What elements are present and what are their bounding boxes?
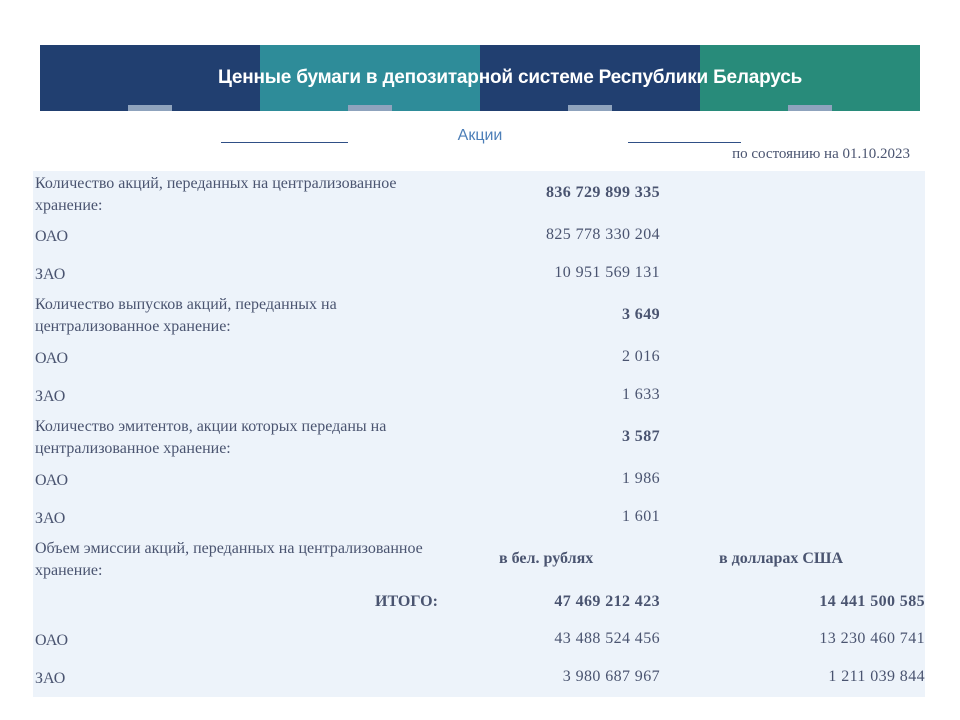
volume-label: Объем эмиссии акций, переданных на централизованное хранение: [35, 540, 423, 579]
subtitle-rule-left [221, 142, 348, 143]
row-value: 1 601 [622, 508, 660, 525]
row-label: ЗАО [35, 510, 66, 527]
row-label: ОАО [35, 472, 69, 489]
as-of-date: по состоянию на 01.10.2023 [732, 146, 910, 162]
shares-total-value: 836 729 899 335 [546, 184, 660, 201]
row-label: ЗАО [35, 266, 66, 283]
row-value: 825 778 330 204 [546, 226, 660, 243]
issuers-total-row [33, 416, 925, 460]
row-byn-value: 43 488 524 456 [554, 630, 660, 647]
issues-total-row [33, 294, 925, 338]
issuers-label: Количество эмитентов, акции которых переданы на централизованное хранение: [35, 418, 387, 457]
total-byn-value: 47 469 212 423 [554, 593, 660, 610]
row-value: 1 633 [622, 386, 660, 403]
row-label: ОАО [35, 632, 69, 649]
row-usd-value: 13 230 460 741 [819, 630, 925, 647]
shares-total-row [33, 173, 925, 217]
col-header-usd: в долларах США [719, 550, 844, 567]
row-value: 1 986 [622, 470, 660, 487]
row-label: ЗАО [35, 670, 66, 687]
volume-header-row [33, 538, 925, 582]
issues-label: Количество выпусков акций, переданных на централизованное хранение: [35, 296, 337, 335]
subtitle-rule-right [628, 142, 741, 143]
row-label: ОАО [35, 228, 69, 245]
total-usd-value: 14 441 500 585 [819, 593, 925, 610]
page-title: Ценные бумаги в депозитарной системе Республики Беларусь [217, 67, 803, 88]
row-value: 10 951 569 131 [554, 264, 660, 281]
row-byn-value: 3 980 687 967 [562, 668, 660, 685]
col-header-byn: в бел. рублях [499, 550, 594, 567]
row-usd-value: 1 211 039 844 [828, 668, 925, 685]
section-title: Акции [457, 127, 503, 144]
issuers-total-value: 3 587 [622, 428, 660, 445]
shares-label: Количество акций, переданных на централизованное хранение: [35, 175, 397, 214]
row-value: 2 016 [622, 348, 660, 365]
total-label: ИТОГО: [375, 593, 438, 610]
row-label: ЗАО [35, 388, 66, 405]
issues-total-value: 3 649 [622, 306, 660, 323]
row-label: ОАО [35, 350, 69, 367]
